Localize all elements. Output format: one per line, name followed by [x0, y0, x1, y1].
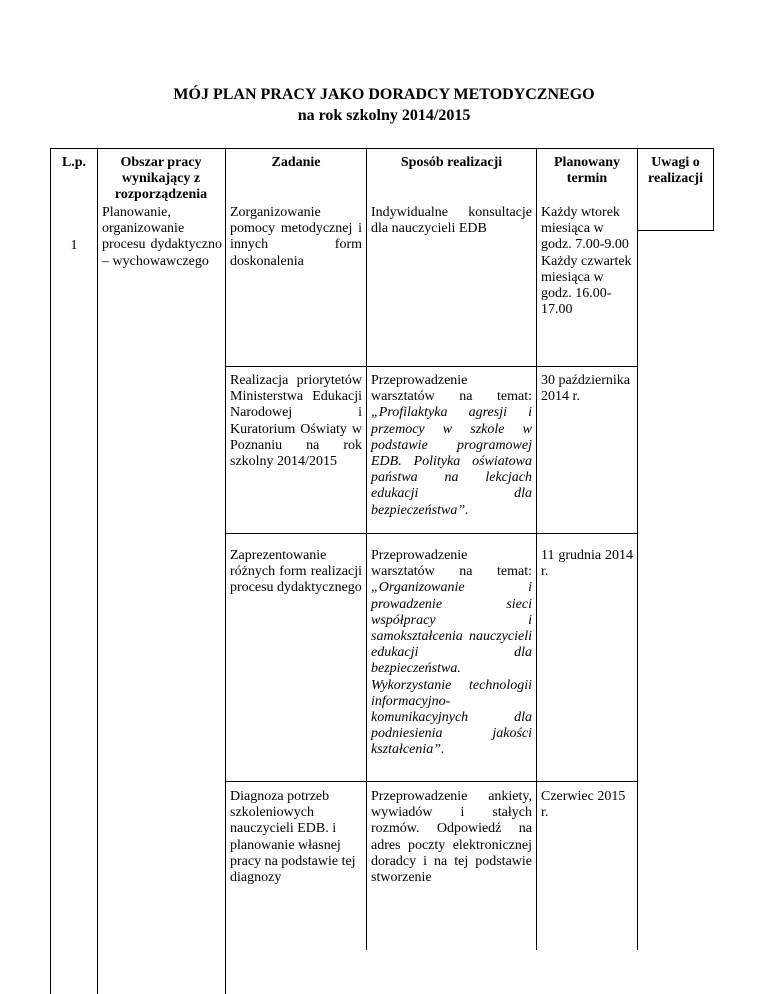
- grid-line: [50, 148, 51, 994]
- grid-line: [225, 533, 638, 534]
- row-1-term: Każdy wtorek miesiąca w godz. 7.00-9.00 Każdy czwartek miesiąca w godz. 16.00-17.00: [541, 205, 632, 318]
- header-task: Zadanie: [271, 155, 321, 170]
- row-4-method: Przeprowadzenie ankiety, wywiadów i stałych rozmów. Odpowiedź na adres poczty elektronicznej doradcy i na tej podstawie stworzenie: [371, 789, 532, 886]
- row-1-method-text: Indywidualne konsultacje dla nauczycieli EDB: [371, 205, 532, 237]
- header-area: Obszar pracy wynikający z rozporządzenia: [114, 155, 208, 203]
- row-1-method: [371, 205, 532, 237]
- grid-line: [50, 148, 714, 149]
- row-2-task: Realizacja priorytetów Ministerstwa Edukacji Narodowej i Kuratorium Oświaty w Poznaniu na rok szkolny 2014/2015: [230, 373, 362, 470]
- header-notes: Uwagi o realizacji: [648, 155, 703, 187]
- grid-line: [637, 148, 638, 950]
- row-4-term: Czerwiec 2015 r.: [541, 789, 626, 821]
- document-title: [0, 84, 768, 126]
- grid-line: [225, 781, 638, 782]
- grid-line: [536, 148, 537, 950]
- row-4-task: Diagnoza potrzeb szkoleniowych nauczycieli EDB. i planowanie własnej pracy na podstawie tej diagnozy: [230, 789, 356, 886]
- title-line-1: MÓJ PLAN PRACY JAKO DORADCY METODYCZNEGO: [173, 86, 595, 103]
- grid-line: [637, 230, 714, 231]
- grid-line: [225, 148, 226, 994]
- row-2-method-text: Przeprowadzenie warsztatów na temat:: [371, 373, 532, 405]
- row-3-task: Zaprezentowanie różnych form realizacji procesu dydaktycznego: [230, 548, 362, 596]
- row-2-term: 30 października 2014 r.: [541, 373, 631, 405]
- title-line-2: na rok szkolny 2014/2015: [297, 107, 471, 124]
- header-lp: L.p.: [61, 155, 87, 170]
- row-1-lp: 1: [70, 238, 78, 253]
- grid-line: [366, 148, 367, 950]
- plan-table: [50, 148, 714, 994]
- row-3-method-text: Przeprowadzenie warsztatów na temat:: [371, 548, 532, 580]
- row-1-area: Planowanie, organizowanie procesu dydaktyczno – wychowawczego: [102, 205, 222, 269]
- row-3-term: 11 grudnia 2014 r.: [541, 548, 633, 580]
- grid-line: [713, 148, 714, 230]
- row-1-task: Zorganizowanie pomocy metodycznej i innych form doskonalenia: [230, 205, 362, 269]
- header-term: Planowany termin: [553, 155, 621, 187]
- header-method: Sposób realizacji: [400, 155, 503, 170]
- row-3-method: [371, 548, 532, 759]
- grid-line: [225, 366, 638, 367]
- row-3-method-topic: „Organizowanie i prowadzenie sieci współpracy i samokształcenia nauczycieli edukacji dla bezpieczeństwa. Wykorzystanie technologii informacyjno-komunikacyjnych dla podniesienia jakości kształcenia”.: [371, 580, 532, 758]
- row-2-method: [371, 373, 532, 519]
- grid-line: [97, 148, 98, 994]
- row-2-method-topic: „Profilaktyka agresji i przemocy w szkole w podstawie programowej EDB. Polityka oświatowa państwa na lekcjach edukacji dla bezpieczeństwa”.: [371, 405, 532, 518]
